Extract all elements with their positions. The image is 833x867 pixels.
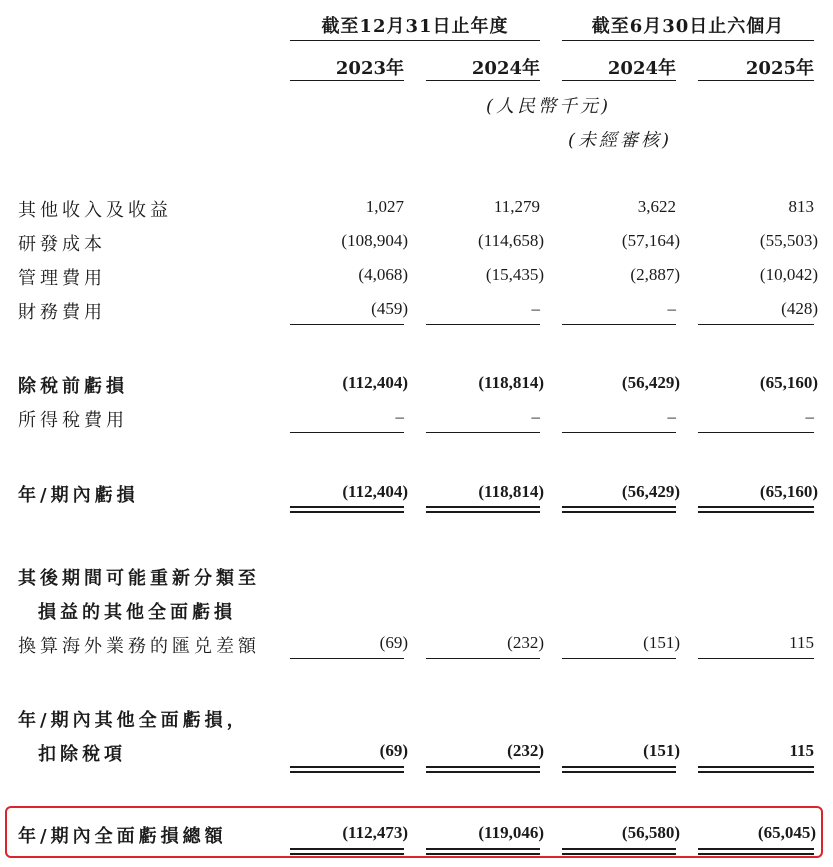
subtotal-rule <box>290 324 404 325</box>
row-label-other-income: 其他收入及收益 <box>18 200 172 221</box>
cell-value: (428) <box>781 299 818 318</box>
subtotal-rule <box>698 324 814 325</box>
total-double-rule <box>698 771 814 773</box>
cell-value: (118,814) <box>478 482 544 501</box>
cell-value: (232) <box>507 633 544 652</box>
total-double-rule <box>290 848 404 850</box>
cell-value: (56,580) <box>621 823 680 842</box>
row-label-rnd-cost: 研發成本 <box>18 234 106 255</box>
subtotal-rule <box>698 432 814 433</box>
cell-value: – <box>531 299 540 318</box>
year-underline <box>562 80 676 81</box>
subtotal-rule <box>562 324 676 325</box>
cell-value: (55,503) <box>759 231 818 250</box>
total-double-rule <box>562 766 676 768</box>
year-underline <box>290 80 404 81</box>
total-double-rule <box>426 853 540 855</box>
cell-value: 115 <box>789 741 814 760</box>
section-heading-oci-line1: 其後期間可能重新分類至 <box>18 568 260 589</box>
year-underline <box>698 80 814 81</box>
cell-value: (232) <box>507 741 544 760</box>
cell-value: – <box>805 407 814 426</box>
cell-value: (108,904) <box>341 231 408 250</box>
cell-value: (112,404) <box>342 373 408 392</box>
total-double-rule <box>426 511 540 513</box>
cell-value: (151) <box>643 741 680 760</box>
cell-value: (119,046) <box>478 823 544 842</box>
subtotal-rule <box>698 658 814 659</box>
cell-value: – <box>667 407 676 426</box>
total-double-rule <box>698 506 814 508</box>
year-header-2024: 2024年 <box>471 58 540 79</box>
subtotal-rule <box>426 324 540 325</box>
row-label-total-comprehensive-loss: 年/期內全面虧損總額 <box>18 826 227 847</box>
year-header-2023: 2023年 <box>335 58 404 79</box>
group-header-six-months: 截至6月30日止六個月 <box>591 16 785 37</box>
cell-value: (112,404) <box>342 482 408 501</box>
cell-value: (114,658) <box>478 231 544 250</box>
total-double-rule <box>698 848 814 850</box>
total-double-rule <box>290 506 404 508</box>
year-header-2024-h1: 2024年 <box>607 58 676 79</box>
year-underline <box>426 80 540 81</box>
cell-value: (459) <box>371 299 408 318</box>
subtotal-rule <box>290 432 404 433</box>
cell-value: (10,042) <box>759 265 818 284</box>
total-double-rule <box>562 511 676 513</box>
cell-value: – <box>531 407 540 426</box>
total-double-rule <box>698 766 814 768</box>
row-label-income-tax: 所得稅費用 <box>18 410 128 431</box>
cell-value: (65,160) <box>759 373 818 392</box>
cell-value: (4,068) <box>358 265 408 284</box>
cell-value: 3,622 <box>637 197 676 216</box>
cell-value: (118,814) <box>478 373 544 392</box>
cell-value: (151) <box>643 633 680 652</box>
cell-value: 11,279 <box>493 197 540 216</box>
group-header-underline <box>562 40 814 41</box>
total-double-rule <box>562 506 676 508</box>
total-double-rule <box>698 511 814 513</box>
cell-value: 115 <box>789 633 814 652</box>
subtotal-rule <box>426 658 540 659</box>
total-double-rule <box>426 506 540 508</box>
total-double-rule <box>562 848 676 850</box>
total-double-rule <box>290 511 404 513</box>
row-label-loss-before-tax: 除稅前虧損 <box>18 376 128 397</box>
cell-value: (112,473) <box>342 823 408 842</box>
cell-value: (65,160) <box>759 482 818 501</box>
total-double-rule <box>698 853 814 855</box>
row-label-finance-costs: 財務費用 <box>18 302 106 323</box>
subtotal-rule <box>426 432 540 433</box>
group-header-underline <box>290 40 540 41</box>
total-double-rule <box>426 771 540 773</box>
row-label-admin-expenses: 管理費用 <box>18 268 106 289</box>
row-label-fx-translation: 換算海外業務的匯兑差額 <box>18 636 260 657</box>
total-double-rule <box>290 771 404 773</box>
cell-value: (56,429) <box>621 482 680 501</box>
section-heading-oci-line2: 損益的其他全面虧損 <box>38 602 236 623</box>
total-double-rule <box>562 771 676 773</box>
year-header-2025-h1: 2025年 <box>745 58 814 79</box>
row-label-loss-for-period: 年/期內虧損 <box>18 485 139 506</box>
subtotal-rule <box>562 432 676 433</box>
cell-value: 1,027 <box>365 197 404 216</box>
cell-value: (57,164) <box>621 231 680 250</box>
cell-value: 813 <box>788 197 814 216</box>
total-double-rule <box>426 848 540 850</box>
total-double-rule <box>290 766 404 768</box>
subtotal-rule <box>562 658 676 659</box>
row-label-oci-line1: 年/期內其他全面虧損， <box>18 710 249 731</box>
total-double-rule <box>562 853 676 855</box>
cell-value: – <box>395 407 404 426</box>
cell-value: (69) <box>379 741 408 760</box>
total-double-rule <box>426 766 540 768</box>
cell-value: (15,435) <box>485 265 544 284</box>
total-double-rule <box>290 853 404 855</box>
currency-note: (人民幣千元) <box>486 96 612 117</box>
cell-value: – <box>667 299 676 318</box>
unaudited-note: (未經審核) <box>568 130 673 151</box>
subtotal-rule <box>290 658 404 659</box>
cell-value: (69) <box>379 633 408 652</box>
cell-value: (56,429) <box>621 373 680 392</box>
cell-value: (2,887) <box>630 265 680 284</box>
row-label-oci-line2: 扣除稅項 <box>38 744 126 765</box>
cell-value: (65,045) <box>757 823 816 842</box>
group-header-full-year: 截至12月31日止年度 <box>321 16 509 37</box>
